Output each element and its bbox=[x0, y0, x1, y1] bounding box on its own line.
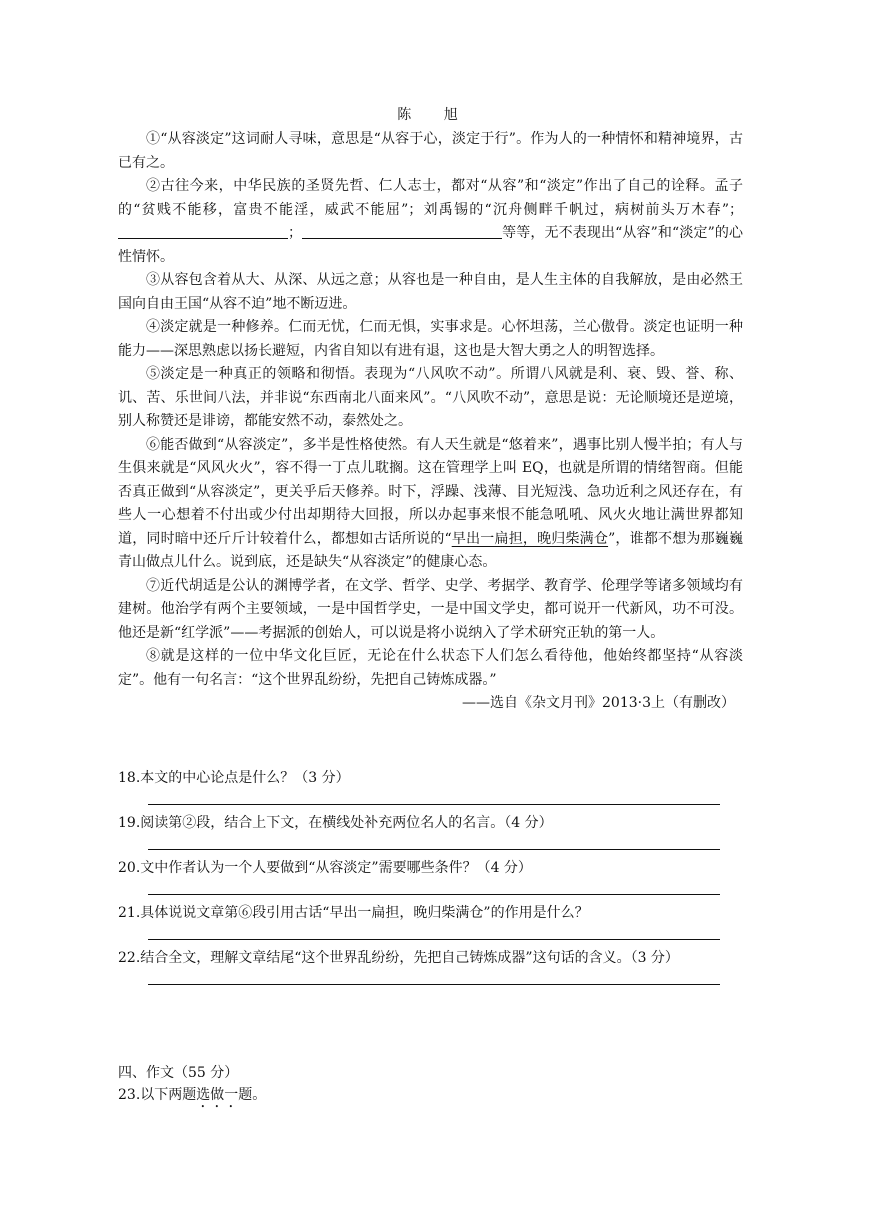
section-heading: 四、作文（55 分） bbox=[118, 1065, 239, 1081]
answer-line[interactable] bbox=[148, 849, 720, 850]
question-22 bbox=[118, 948, 748, 993]
paragraph-8: ⑧就是这样的一位中华文化巨匠，无论在什么状态下人们怎么看待他，他始终都坚持“从容淡定”。他有一句名言：“这个世界乱纷纷，先把自己铸炼成器。” bbox=[118, 648, 743, 688]
paragraph-2 bbox=[118, 175, 743, 269]
task-prefix: 23.以下两题 bbox=[118, 1087, 197, 1103]
underlined-quote: 早出一扁担，晚归柴满仓 bbox=[451, 530, 609, 547]
fill-blank-2[interactable] bbox=[302, 224, 502, 239]
question-21 bbox=[118, 903, 748, 948]
paragraph-2-text-a: ②古往今来，中华民族的圣贤先哲、仁人志士，都对“从容”和“淡定”作出了自己的诠释。孟子的“贫贱不能移，富贵不能淫，威武不能屈”；刘禹锡的“沉舟侧畔千帆过，病树前头万木春”； bbox=[118, 178, 743, 218]
task-emphasis: 选做一 bbox=[196, 1087, 239, 1103]
answer-line[interactable] bbox=[148, 939, 720, 940]
answer-line[interactable] bbox=[148, 804, 720, 805]
paragraph-2-separator: ； bbox=[288, 225, 302, 241]
question-text: 19.阅读第②段，结合上下文，在横线处补充两位名人的名言。（4 分） bbox=[118, 815, 553, 831]
paragraph-6 bbox=[118, 434, 743, 575]
question-text: 20.文中作者认为一个人要做到“从容淡定”需要哪些条件？（4 分） bbox=[118, 860, 532, 876]
paragraph-3: ③从容包含着从大、从深、从远之意；从容也是一种自由，是人生主体的自我解放，是由必然王国向自由王国“从容不迫”地不断迈进。 bbox=[118, 272, 743, 312]
source-citation: ——选自《杂文月刊》2013·3上（有删改） bbox=[462, 695, 735, 711]
paragraph-5: ⑤淡定是一种真正的领略和彻悟。表现为“八风吹不动”。所谓八风就是利、衰、毁、誉、称、讥、苦、乐世间八法，并非说“东西南北八面来风”。“八风吹不动”，意思是说：无论顺境还是逆境，别人称赞还是诽谤，都能安然不动，泰然处之。 bbox=[118, 366, 743, 429]
question-text: 18.本文的中心论点是什么？（3 分） bbox=[118, 770, 350, 786]
question-20 bbox=[118, 858, 748, 903]
answer-line[interactable] bbox=[148, 984, 720, 985]
writing-task bbox=[118, 1084, 266, 1111]
writing-section bbox=[118, 1062, 266, 1111]
question-19 bbox=[118, 813, 748, 858]
question-18 bbox=[118, 768, 748, 813]
question-text: 21.具体说说文章第⑥段引用古话“早出一扁担，晚归柴满仓”的作用是什么？ bbox=[118, 905, 589, 921]
paragraph-2-text-b: 等等，无不表现出“从容”和“淡定”的心性情怀。 bbox=[118, 225, 743, 265]
fill-blank-1[interactable] bbox=[118, 224, 288, 239]
task-suffix: 题。 bbox=[238, 1087, 267, 1103]
paragraph-6-text-a: ⑥能否做到“从容淡定”，多半是性格使然。有人天生就是“悠着来”，遇事比别人慢半拍；有人与生俱来就是“风风火火”，容不得一丁点儿耽搁。这在管理学上叫 EQ，也就是所谓的情绪智商。但能否真正做到“从容淡定”，更关乎后天修养。时下，浮躁、浅薄、目光短浅、急功近利之风还存在，有些人一心想着不付出或少付出却期待大回报，所以办起事来恨不能急吼吼、风火火地让满世界都知道，同时暗中还斤斤计较着什么，都想如古话所说的“ bbox=[118, 436, 743, 547]
paragraph-7: ⑦近代胡适是公认的渊博学者，在文学、哲学、史学、考据学、教育学、伦理学等诸多领域均有建树。他治学有两个主要领域，一是中国哲学史，一是中国文学史，都可说开一代新风，功不可没。他还是新“红学派”——考据派的创始人，可以说是将小说纳入了学术研究正轨的第一人。 bbox=[118, 577, 743, 641]
question-list bbox=[118, 768, 748, 993]
paragraph-6-text-b: ”，谁都不想为那巍巍青山做点儿什么。说到底，还是缺失“从容淡定”的健康心态。 bbox=[118, 530, 744, 570]
author-name: 陈 旭 bbox=[397, 107, 472, 123]
article-body bbox=[118, 128, 743, 716]
question-text: 22.结合全文，理解文章结尾“这个世界乱纷纷，先把自己铸炼成器”这句话的含义。（3 分） bbox=[118, 950, 679, 966]
paragraph-4: ④淡定就是一种修养。仁而无忧，仁而无惧，实事求是。心怀坦荡，兰心傲骨。淡定也证明一种能力——深思熟虑以扬长避短，内省自知以有进有退，这也是大智大勇之人的明智选择。 bbox=[118, 319, 743, 359]
paragraph-1: ①“从容淡定”这词耐人寻味，意思是“从容于心，淡定于行”。作为人的一种情怀和精神境界，古已有之。 bbox=[118, 131, 743, 171]
answer-line[interactable] bbox=[148, 894, 720, 895]
